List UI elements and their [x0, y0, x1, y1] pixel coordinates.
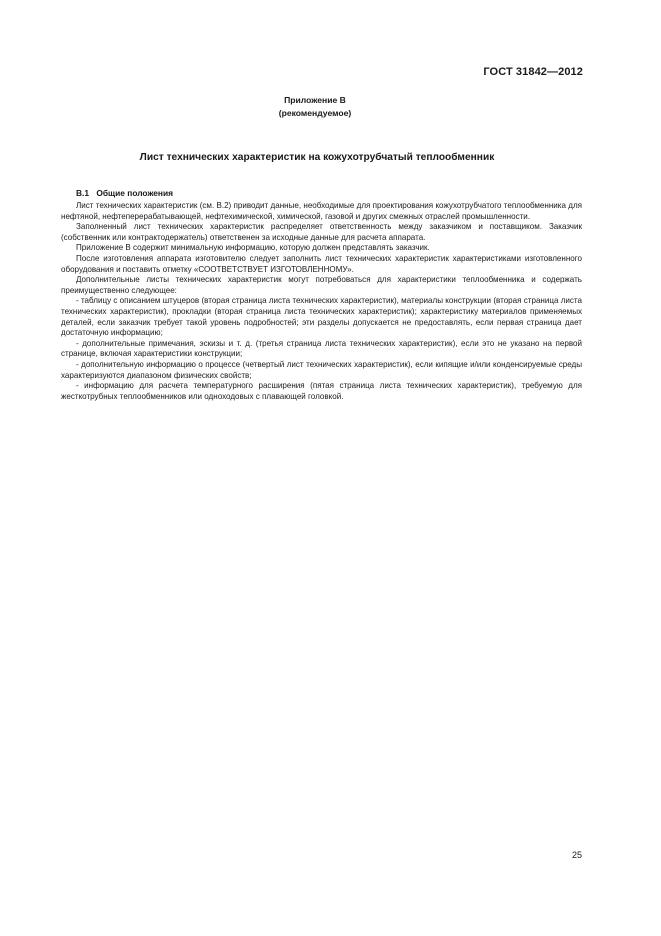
paragraph: Лист технических характеристик (см. В.2) приводит данные, необходимые для проектирования кожухотрубчатого теплообменника для нефтяной, нефтеперерабатывающей, нефтехимической, химической, газовой и других смежных отраслей промышленности.	[61, 201, 582, 221]
document-title: Лист технических характеристик на кожухотрубчатый теплообменник	[139, 152, 495, 163]
paragraph: Заполненный лист технических характеристик распределяет ответственность между заказчиком и поставщиком. Заказчик (собственник или контрактодержатель) ответственен за исходные данные для расчета аппарата.	[61, 222, 582, 242]
list-item: - дополнительные примечания, эскизы и т. д. (третья страница листа технических характеристик), если это не указано на первой странице, включая характеристики конструкции;	[61, 338, 582, 359]
section-title: Общие положения	[96, 188, 174, 198]
list-item: - информацию для расчета температурного расширения (пятая страница листа технических характеристик), требуемую для жесткотрубных теплообменников или одноходовых с плавающей головкой.	[61, 381, 582, 401]
paragraph: Дополнительные листы технических характеристик могут потребоваться для характеристики теплообменника и содержать преимущественно следующее:	[61, 275, 582, 295]
section-number: В.1	[76, 188, 90, 198]
paragraph: После изготовления аппарата изготовителю следует заполнить лист технических характеристик характеристиками изготовленного оборудования и поставить отметку «СООТВЕТСТВУЕТ ИЗГОТОВЛЕННОМУ».	[61, 253, 582, 274]
appendix-status: (рекомендуемое)	[278, 108, 352, 118]
section-heading	[76, 188, 173, 198]
list-item: - дополнительную информацию о процессе (четвертый лист технических характеристик), если кипящие и/или конденсируемые среды характеризуются диапазоном физических свойств;	[61, 359, 582, 380]
list-item: - таблицу с описанием штуцеров (вторая страница листа технических характеристик), материалы конструкции (вторая страница листа технических характеристик), прокладки (вторая страница листа технических характеристик); характеристику материалов применяемых деталей, если заказчик требует такой уровень подробностей; эти разделы допускается не предоставлять, если первая страница дает достаточную информацию;	[61, 296, 582, 338]
paragraph: Приложение В содержит минимальную информацию, которую должен представлять заказчик.	[76, 243, 430, 253]
page-number: 25	[571, 850, 582, 860]
section-body	[61, 201, 582, 402]
standard-code: ГОСТ 31842—2012	[483, 66, 583, 78]
appendix-title: Приложение В	[284, 95, 346, 105]
